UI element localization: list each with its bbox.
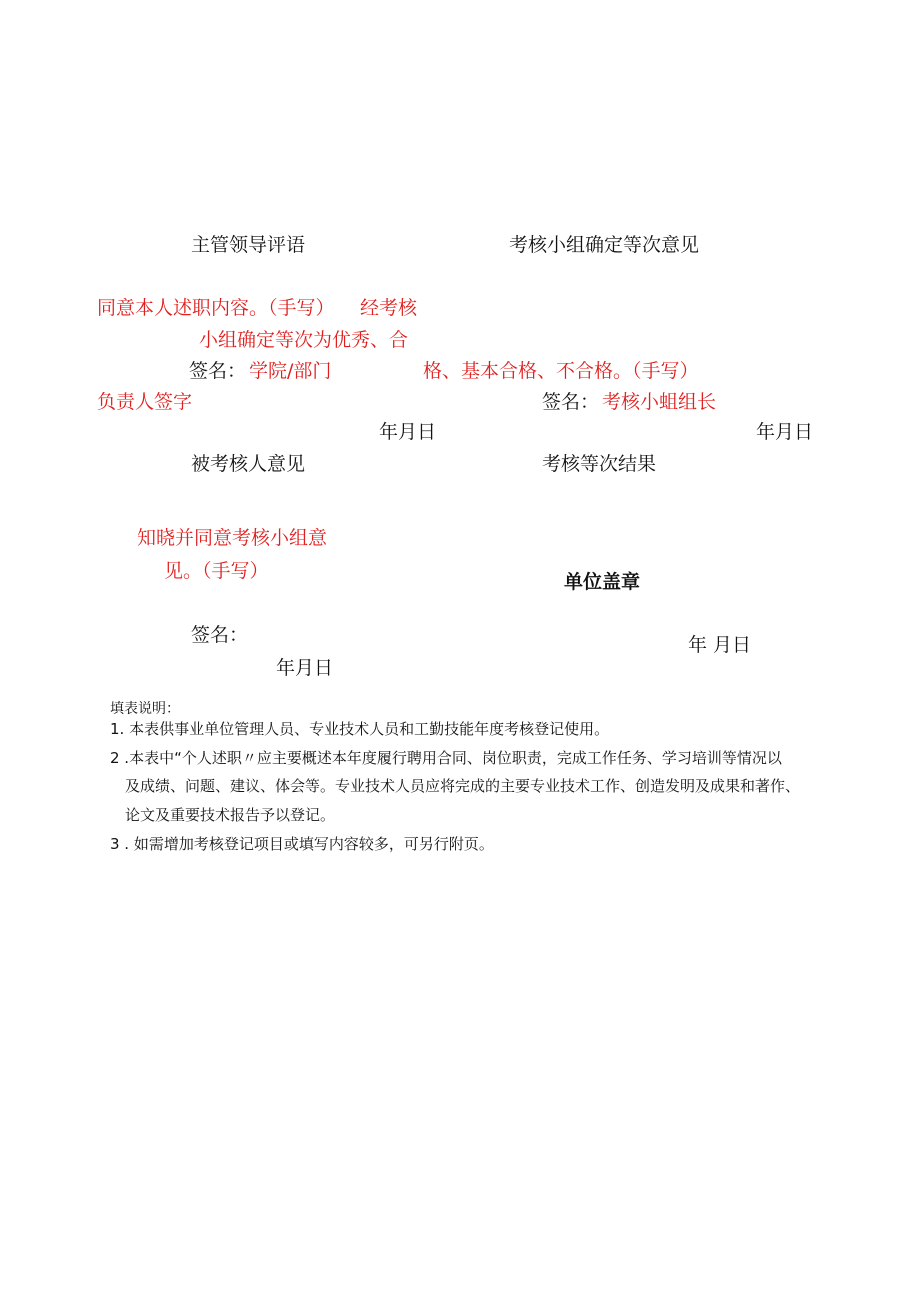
committee-opinion-line3: 格、基本合格、不合格。（手写） (423, 360, 699, 382)
notes-item-2-line1: 2 .本表中“个人述职〃应主要概述本年度履行聘用合同、岗位职责，完成工作任务、学习培训等情况以 (110, 749, 782, 767)
notes-item-3: 3 . 如需增加考核登记项目或填写内容较多，可另行附页。 (110, 835, 494, 853)
committee-opinion-line2: 小组确定等次为优秀、合 (199, 329, 409, 351)
unit-stamp-label: 单位盖章 (564, 571, 641, 593)
supervisor-date: 年月日 (379, 421, 437, 443)
appraisee-signature-label: 签名： (191, 624, 249, 646)
result-date: 年 月日 (688, 634, 752, 656)
result-heading: 考核等次结果 (542, 453, 657, 475)
notes-item-2-line2: 及成绩、问题、建议、体会等。专业技术人员应将完成的主要专业技术工作、创造发明及成果和著作、 (125, 777, 801, 795)
appraisee-date: 年月日 (276, 657, 334, 679)
supervisor-comment-heading: 主管领导评语 (191, 234, 306, 256)
committee-signature-value: 考核小蛆组长 (602, 391, 717, 413)
notes-item-2-line3: 论文及重要技术报告予以登记。 (125, 806, 336, 824)
committee-date: 年月日 (756, 421, 814, 443)
supervisor-comment-text: 同意本人述职内容。（手写） (97, 297, 335, 319)
supervisor-signature-dept: 学院/部门 (249, 360, 332, 382)
appraisee-opinion-heading: 被考核人意见 (191, 453, 306, 475)
appraisee-opinion-line2: 见。（手写） (164, 560, 269, 582)
committee-opinion-line1: 经考核 (360, 297, 418, 319)
committee-opinion-heading: 考核小组确定等次意见 (509, 234, 700, 256)
supervisor-signature-role: 负责人签字 (97, 391, 193, 413)
supervisor-signature-label: 签名： (189, 360, 247, 382)
notes-item-1: 1. 本表供事业单位管理人员、专业技术人员和工勤技能年度考核登记使用。 (110, 720, 610, 738)
committee-signature-label: 签名： (542, 391, 600, 413)
notes-title: 填表说明： (110, 701, 180, 717)
appraisee-opinion-line1: 知晓并同意考核小组意 (137, 527, 328, 549)
